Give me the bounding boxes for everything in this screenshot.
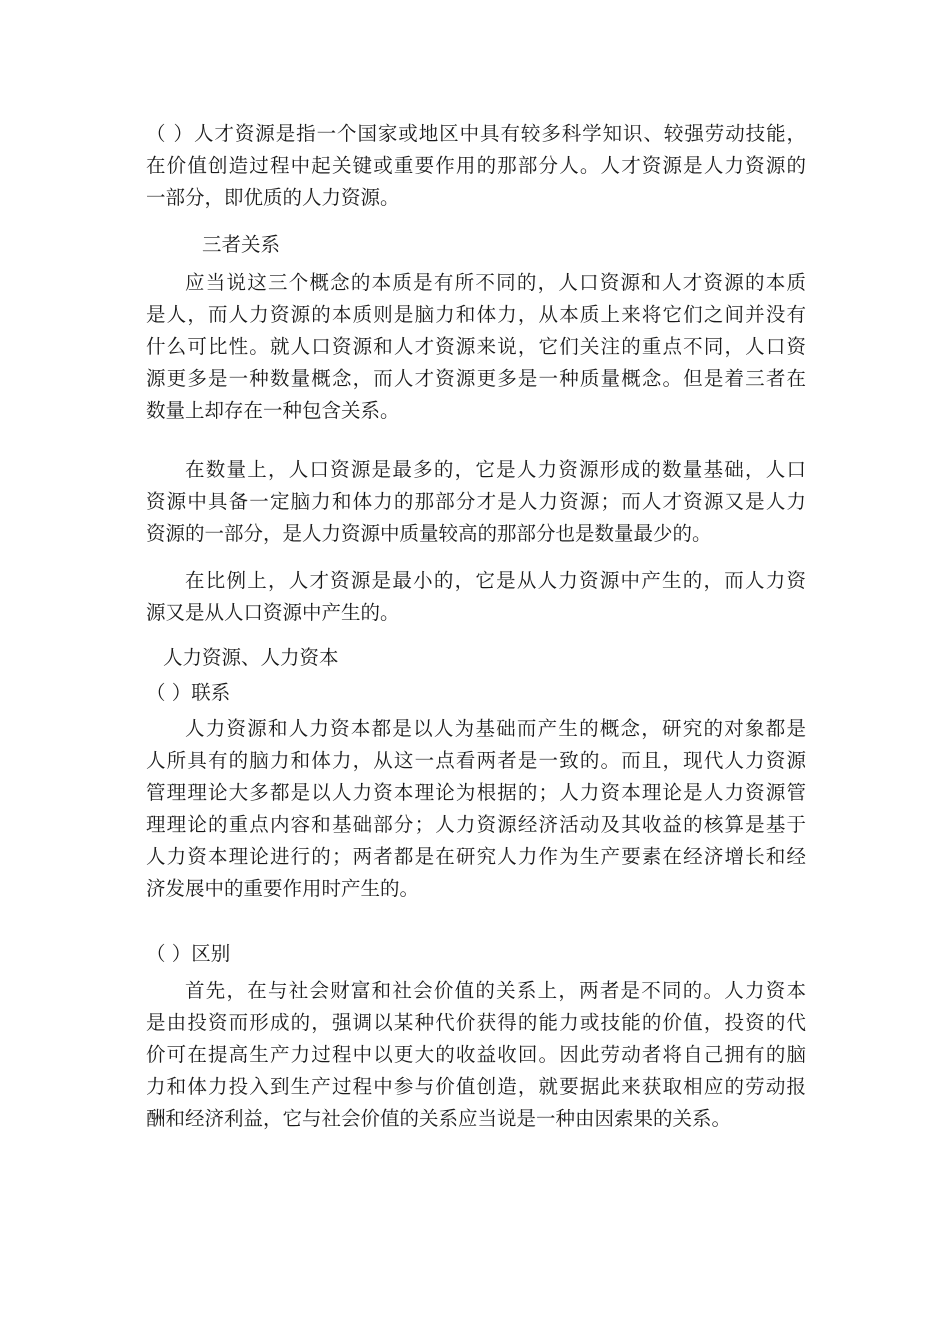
heading-text: （ ）区别 <box>146 942 231 965</box>
heading-text: 人力资源、人力资本 <box>163 646 339 669</box>
text-line: 管理理论大多都是以人力资本理论为根据的；人力资本理论是人力资源管 <box>146 781 806 804</box>
heading-text: （ ）联系 <box>146 681 231 704</box>
text-line: 源又是从人口资源中产生的。 <box>146 601 400 624</box>
text-line: 人力资本理论进行的；两者都是在研究人力作为生产要素在经济增长和经 <box>146 845 806 868</box>
text-line: 一部分，即优质的人力资源。 <box>146 186 400 209</box>
text-line: （ ）人才资源是指一个国家或地区中具有较多科学知识、较强劳动技能， <box>146 122 806 145</box>
text-line: 人力资源和人力资本都是以人为基础而产生的概念，研究的对象都是 <box>185 717 806 740</box>
text-line: 源更多是一种数量概念，而人才资源更多是一种质量概念。但是着三者在 <box>146 367 806 390</box>
essence-paragraph <box>146 267 806 427</box>
proportion-paragraph <box>146 565 806 629</box>
talent-definition-paragraph <box>146 118 806 214</box>
three-relation-heading <box>202 229 502 261</box>
text-line: 价可在提高生产力过程中以更大的收益收回。因此劳动者将自己拥有的脑 <box>146 1043 806 1066</box>
text-line: 在数量上，人口资源是最多的，它是人力资源形成的数量基础，人口 <box>185 458 806 481</box>
text-line: 数量上却存在一种包含关系。 <box>146 399 400 422</box>
text-line: 是人，而人力资源的本质则是脑力和体力，从本质上来将它们之间并没有 <box>146 303 806 326</box>
text-line: 首先，在与社会财富和社会价值的关系上，两者是不同的。人力资本 <box>185 979 806 1002</box>
connection-paragraph <box>146 713 806 905</box>
text-line: 人所具有的脑力和体力，从这一点看两者是一致的。而且，现代人力资源 <box>146 749 806 772</box>
text-line: 酬和经济利益，它与社会价值的关系应当说是一种由因索果的关系。 <box>146 1107 732 1130</box>
text-line: 力和体力投入到生产过程中参与价值创造，就要据此来获取相应的劳动报 <box>146 1075 806 1098</box>
difference-heading <box>146 938 446 970</box>
text-line: 在价值创造过程中起关键或重要作用的那部分人。人才资源是人力资源的 <box>146 154 806 177</box>
text-line: 什么可比性。就人口资源和人才资源来说，它们关注的重点不同，人口资 <box>146 335 806 358</box>
text-line: 资源中具备一定脑力和体力的那部分才是人力资源；而人才资源又是人力 <box>146 490 806 513</box>
text-line: 应当说这三个概念的本质是有所不同的，人口资源和人才资源的本质 <box>185 271 806 294</box>
hr-capital-heading <box>163 642 563 674</box>
text-line: 是由投资而形成的，强调以某种代价获得的能力或技能的价值，投资的代 <box>146 1011 806 1034</box>
heading-text: 三者关系 <box>202 233 281 256</box>
text-line: 济发展中的重要作用时产生的。 <box>146 877 420 900</box>
text-line: 资源的一部分，是人力资源中质量较高的那部分也是数量最少的。 <box>146 522 712 545</box>
text-line: 在比例上，人才资源是最小的，它是从人力资源中产生的，而人力资 <box>185 569 806 592</box>
text-line: 理理论的重点内容和基础部分；人力资源经济活动及其收益的核算是基于 <box>146 813 806 836</box>
connection-heading <box>146 677 446 709</box>
quantity-paragraph <box>146 454 806 550</box>
difference-paragraph <box>146 975 806 1135</box>
